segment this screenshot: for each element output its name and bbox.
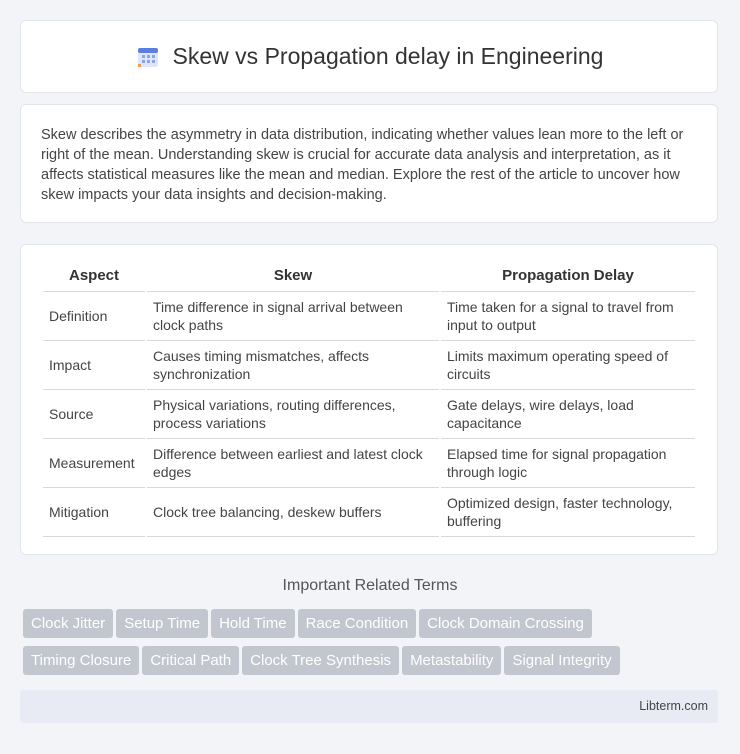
table-header-row xyxy=(43,259,695,292)
header-aspect: Aspect xyxy=(43,259,145,292)
tag-setup-time[interactable]: Setup Time xyxy=(116,609,208,638)
header-propagation-delay: Propagation Delay xyxy=(441,259,695,292)
tag-clock-domain-crossing[interactable]: Clock Domain Crossing xyxy=(419,609,592,638)
cell-skew: Time difference in signal arrival between clock paths xyxy=(147,292,439,341)
tag-clock-jitter[interactable]: Clock Jitter xyxy=(23,609,113,638)
cell-skew: Causes timing mismatches, affects synchronization xyxy=(147,341,439,390)
cell-aspect: Mitigation xyxy=(43,488,145,537)
tag-critical-path[interactable]: Critical Path xyxy=(142,646,239,675)
cell-skew: Difference between earliest and latest clock edges xyxy=(147,439,439,488)
table-row xyxy=(43,488,695,537)
table-row xyxy=(43,341,695,390)
cell-propagation-delay: Optimized design, faster technology, buffering xyxy=(441,488,695,537)
tag-race-condition[interactable]: Race Condition xyxy=(298,609,417,638)
related-terms-list xyxy=(23,609,713,683)
intro-text: Skew describes the asymmetry in data distribution, indicating whether values lean more to the left or right of the mean. Understanding skew is crucial for accurate data analysis and interpretation, as it affects statistical measures like the mean and median. Explore the rest of the article to uncover how skew impacts your data insights and decision-making. xyxy=(41,127,684,203)
header-skew: Skew xyxy=(147,259,439,292)
table-row xyxy=(43,439,695,488)
calendar-grid-icon xyxy=(135,44,161,70)
tag-timing-closure[interactable]: Timing Closure xyxy=(23,646,139,675)
tag-signal-integrity[interactable]: Signal Integrity xyxy=(504,646,619,675)
cell-propagation-delay: Elapsed time for signal propagation through logic xyxy=(441,439,695,488)
title-card xyxy=(20,20,718,93)
page-title: Skew vs Propagation delay in Engineering xyxy=(172,43,604,69)
intro-card xyxy=(20,104,718,223)
tag-metastability[interactable]: Metastability xyxy=(402,646,501,675)
cell-aspect: Impact xyxy=(43,341,145,390)
related-terms-title: Important Related Terms xyxy=(282,577,458,594)
cell-propagation-delay: Time taken for a signal to travel from input to output xyxy=(441,292,695,341)
tag-hold-time[interactable]: Hold Time xyxy=(211,609,295,638)
cell-propagation-delay: Limits maximum operating speed of circuits xyxy=(441,341,695,390)
footer-site-link[interactable]: Libterm.com xyxy=(639,699,708,713)
cell-aspect: Definition xyxy=(43,292,145,341)
cell-skew: Physical variations, routing differences, process variations xyxy=(147,390,439,439)
cell-propagation-delay: Gate delays, wire delays, load capacitance xyxy=(441,390,695,439)
cell-skew: Clock tree balancing, deskew buffers xyxy=(147,488,439,537)
comparison-card xyxy=(20,244,718,555)
cell-aspect: Source xyxy=(43,390,145,439)
table-row xyxy=(43,390,695,439)
footer xyxy=(20,690,718,723)
tag-clock-tree-synthesis[interactable]: Clock Tree Synthesis xyxy=(242,646,399,675)
table-row xyxy=(43,292,695,341)
cell-aspect: Measurement xyxy=(43,439,145,488)
comparison-table xyxy=(41,259,697,537)
